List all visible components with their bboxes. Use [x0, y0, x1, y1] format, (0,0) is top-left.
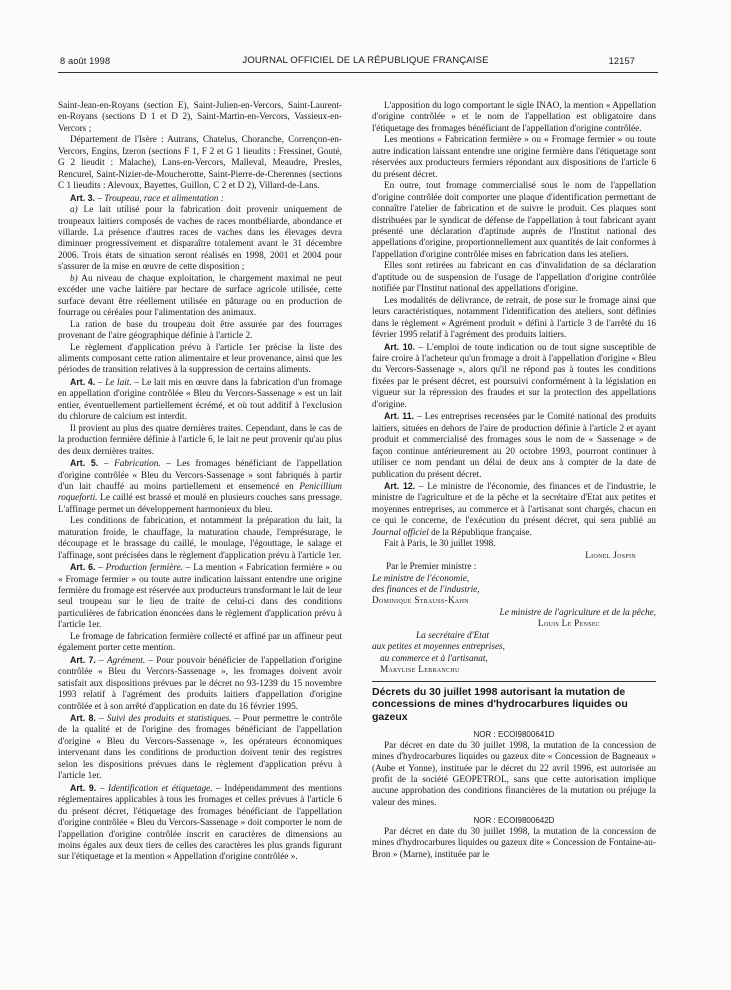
paragraph: L'apposition du logo comportant le sigle INAO, la mention « Appellation d'origine contrôlée » et le nom de l'appellation est obligatoire dans l'étiquetage des fromages bénéficiant de l'appellation d'origine contrôlée.	[372, 101, 656, 134]
paragraph: a) Le lait utilisé pour la fabrication doit provenir uniquement de troupeaux laitiers composés de vaches de races montbéliarde, abondance et villarde. La présence d'autres races de vaches dans les élevages devra diminuer progressivement et disparaître totalement avant le 31 décembre 2006. Trois états de situation seront réalisés en 1998, 2001 et 2004 pour s'assurer de la mise en œuvre de cette disposition ;	[58, 205, 342, 273]
header-date: 8 août 1998	[60, 56, 111, 66]
page-number: 12157	[608, 56, 635, 66]
done-at: Fait à Paris, le 30 juillet 1998.	[384, 539, 496, 550]
paragraph: b) Au niveau de chaque exploitation, le chargement maximal ne peut excéder une vache laitière par hectare de surface agricole utilisée, cette surface devant être réellement utilisée en pâturage ou en production de fourrage ou céréales pour l'alimentation des animaux.	[58, 273, 342, 319]
paragraph: Par décret en date du 30 juillet 1998, la mutation de la concession de mines d'hydrocarbures liquides ou gazeux dite « Concession de Fontaine-au-Bron » (Marne), instituée par le	[372, 826, 656, 860]
journal-title: JOURNAL OFFICIEL DE LA RÉPUBLIQUE FRANÇAISE	[242, 55, 489, 66]
paragraph: En outre, tout fromage commercialisé sous le nom de l'appellation d'origine contrôlée doit comporter une plaque d'identification permettant de connaître l'atelier de fabrication et de suivre le produit. Ces plaques sont distribuées par le syndicat de défense de l'appellation à tout fabricant ayant présenté une déclaration d'aptitude auprès de l'Institut national des appellations d'origine, proportionnellement aux quantités de lait conformes à l'appellation d'origine contrôlée mises en fabrication dans les ateliers.	[372, 181, 656, 260]
paragraph: Le règlement d'application prévu à l'article 1er précise la liste des aliments composant cette ration alimentaire et leur provenance, ainsi que les périodes de transition relatives à la suppression de certains aliments.	[58, 342, 342, 376]
article-9: Art. 9. – Identification et étiquetage. – Indépendamment des mentions réglementaires applicables à tous les fromages et celles prévues à l'article 6 du présent décret, l'étiquetage des fromages bénéficiant de l'appellation d'origine contrôlée « Bleu du Vercors-Sassenage » doit comporter le nom de l'appellation d'origine contrôlée inscrit en caractères de dimensions au moins égales aux deux tiers de celles des caractères les plus grands figurant sur l'étiquetage et la mention « Appellation d'origine contrôlée ».	[58, 782, 343, 863]
paragraph: Elles sont retirées au fabricant en cas d'invalidation de sa déclaration d'aptitude ou de suspension de l'usage de l'appellation d'origine contrôlée notifiée par l'Institut national des appellations d'origine.	[372, 261, 656, 295]
minister-economy: Le ministre de l'économie,	[372, 573, 470, 584]
paragraph: Il provient au plus des quatre dernières traites. Cependant, dans le cas de la production fermière définie à l'article 6, le lait ne peut provenir qu'au plus des deux dernières traites.	[58, 423, 342, 457]
article-6: Art. 6. – Production fermière. – La mention « Fabrication fermière » ou « Fromage fermier » ou toute autre indication laissant entendre une origine fermière du fromage est réservée aux producteurs transformant le lait de leur seul troupeau sur le lieu de traite de celui-ci dans des conditions particulières de fabrication énoncées dans le règlement d'application prévu à l'article 1er.	[58, 562, 343, 631]
article-11: Art. 11. – Les entreprises recensées par le Comité national des produits laitiers, situées en dehors de l'aire de production définie à l'article 2 et ayant produit et commercialisé des fromages sous le nom de « Sassenage » de façon continue antérieurement au 20 octobre 1993, pourront continuer à utiliser ce nom pendant un délai de deux ans à compter de la date de publication du présent décret.	[372, 411, 657, 480]
article-8: Art. 8. – Suivi des produits et statistiques. – Pour permettre le contrôle de la qualité et de l'origine des fromages bénéficiant de l'appellation d'origine « Bleu du Vercors-Sassenage », les opérateurs économiques intervenant dans les conditions de production doivent tenir des registres selon les dispositions prévues dans le règlement d'application prévu à l'article 1er.	[58, 713, 343, 782]
secretary-title: La secrétaire d'Etat	[416, 630, 490, 641]
article-10: Art. 10. – L'emploi de toute indication ou de tout signe susceptible de faire croire à l'acheteur qu'un fromage a droit à l'appellation d'origine « Bleu du Vercors-Sassenage », alors qu'il ne répond pas à toutes les conditions fixées par le présent décret, est poursuivi conformément à la législation en vigueur sur la répression des fraudes et sur la protection des appellations d'origine.	[372, 341, 657, 410]
paragraph: Les modalités de délivrance, de retrait, de pose sur le fromage ainsi que leurs caractéristiques, notamment l'identification des ateliers, sont définies dans le règlement « Agrément produit » défini à l'article 3 de l'arrêté du 16 février 1995 relatif à l'agrément des produits laitiers.	[372, 295, 656, 341]
decree-title: Décrets du 30 juillet 1998 autorisant la mutation de concessions de mines d'hydrocarbures liquides ou gazeux	[372, 685, 628, 723]
secretary-title-2: aux petites et moyennes entreprises,	[372, 642, 505, 653]
article-7: Art. 7. – Agrément. – Pour pouvoir bénéficier de l'appellation d'origine contrôlée « Bleu du Vercors-Sassenage », les fromages doivent avoir satisfait aux dispositions prévues par le décret no 93-1239 du 15 novembre 1993 relatif à l'agrément des produits laitiers d'appellation d'origine contrôlée et à son arrêté d'application en date du 16 février 1995.	[58, 654, 343, 712]
minister-economy-2: des finances et de l'industrie,	[372, 585, 480, 596]
nor-reference: NOR : ECOI9800642D	[473, 816, 555, 826]
article-4: Art. 4. – Le lait. – Le lait mis en œuvre dans la fabrication d'un fromage en appellation d'origine contrôlée « Bleu du Vercors-Sassenage » est un lait entier, éventuellement partiellement écrémé, et où tout additif à l'exclusion du chlorure de calcium est interdit.	[58, 376, 342, 423]
signature-agriculture: Louis Le Pensec	[537, 619, 601, 630]
paragraph: Les conditions de fabrication, et notamment la préparation du lait, la maturation froide, le chauffage, la maturation chaude, l'emprésurage, le découpage et le brassage du caillé, le moulage, l'égouttage, le salage et l'affinage, sont précisées dans le règlement d'application prévu à l'article 1er.	[58, 516, 342, 561]
minister-agriculture: Le ministre de l'agriculture et de la pêche,	[499, 607, 656, 618]
paragraph: Saint-Jean-en-Royans (section E), Saint-Julien-en-Vercors, Saint-Laurent-en-Royans (sections D 1 et D 2), Saint-Martin-en-Vercors, Vassieux-en-Vercors ;	[58, 101, 342, 134]
paragraph: Par décret en date du 30 juillet 1998, la mutation de la concession de mines d'hydrocarbures liquides ou gazeux dite « Concession de Bagneaux » (Aube et Yonne), instituée par le décret du 22 avril 1996, est autorisée au profit de la société GEOPETROL, sans que cette autorisation implique aucune approbation des conditions financières de la mutation ou préjuge la valeur des mines.	[372, 740, 656, 808]
article-5: Art. 5. – Fabrication. – Les fromages bénéficiant de l'appellation d'origine contrôlée « Bleu du Vercors-Sassenage » sont fabriqués à partir d'un lait chauffé au moins partiellement et ensemencé en Penicillium roqueforti. Le caillé est brassé et moulé en plusieurs couches sans pressage. L'affinage permet un développement harmonieux du bleu.	[58, 458, 342, 515]
right-column	[372, 101, 656, 861]
article-12: Art. 12. – Le ministre de l'économie, des finances et de l'industrie, le ministre de l'agriculture et de la pêche et la secrétaire d'Etat aux petites et moyennes entreprises, au commerce et à l'artisanat sont chargés, chacun en ce qui le concerne, de l'exécution du présent décret, qui sera publié au Journal officiel de la République française.	[372, 480, 656, 538]
section-divider	[372, 681, 656, 682]
paragraph: Les mentions « Fabrication fermière » ou « Fromage fermier » ou toute autre indication laissant entendre une origine fermière dans l'étiquetage sont réservées aux producteurs fermiers répondant aux dispositions de l'article 6 du présent décret.	[372, 135, 656, 180]
header-rule	[58, 72, 658, 73]
signature-secretary: Marylise Lebranchu	[380, 665, 460, 676]
article-3: Art. 3. – Troupeau, race et alimentation :	[70, 192, 224, 204]
paragraph: Le fromage de fabrication fermière collecté et affiné par un affineur peut également porter cette mention.	[58, 631, 342, 654]
paragraph: La ration de base du troupeau doit être assurée par des fourrages provenant de l'aire géographique définie à l'article 2.	[58, 319, 342, 342]
signature-economy: Dominique Strauss-Kahn	[372, 596, 469, 607]
by-pm: Par le Premier ministre :	[386, 562, 477, 573]
nor-reference: NOR : ECOI9800641D	[473, 730, 555, 740]
secretary-title-3: au commerce et à l'artisanat,	[380, 653, 488, 664]
left-column	[58, 101, 342, 864]
signature-pm: Lionel Jospin	[585, 550, 636, 561]
paragraph: Département de l'Isère : Autrans, Chatelus, Choranche, Corrençon-en-Vercors, Engins, Izeron (sections F 1, F 2 et G 1 lieudits : Fressinet, Gouté, G 2 lieudit : Malache), Lans-en-Vercors, Malleval, Meaudre, Presles, Rencurel, Saint-Nizier-de-Moucherotte, Saint-Pierre-de-Cherennes (sections C 1 lieudits : Alevoux, Bayettes, Guillon, C 2 et D 2), Villard-de-Lans.	[58, 135, 342, 192]
